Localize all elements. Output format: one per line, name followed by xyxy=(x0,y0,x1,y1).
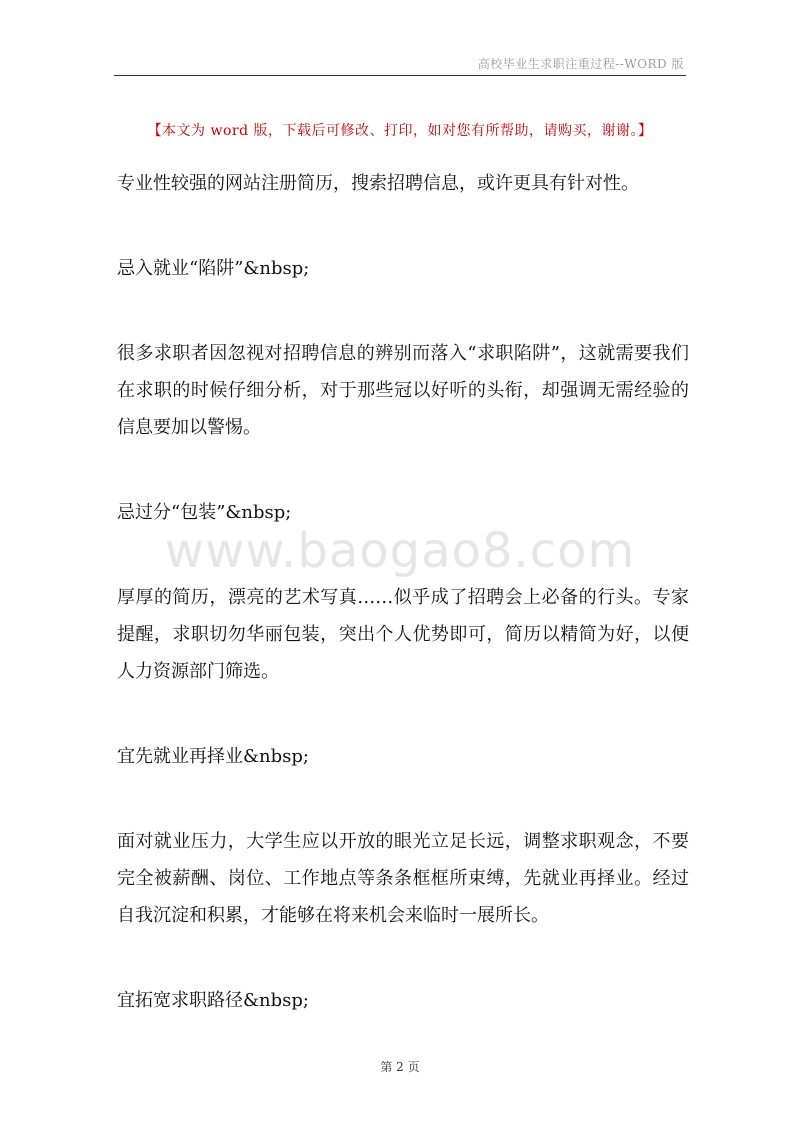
page-number: 第 2 页 xyxy=(380,1060,420,1074)
paragraph: 厚厚的简历，漂亮的艺术写真……似乎成了招聘会上必备的行头。专家提醒，求职切勿华丽包装，突出个人优势即可，简历以精简为好，以便人力资源部门筛选。 xyxy=(117,587,689,682)
section-heading: 宜拓宽求职路径&nbsp; xyxy=(117,990,309,1011)
page-header-title: 高校毕业生求职注重过程--WORD 版 xyxy=(477,57,684,71)
paragraph: 专业性较强的网站注册简历，搜索招聘信息，或许更具有针对性。 xyxy=(117,173,639,194)
download-notice: 【本文为 word 版，下载后可修改、打印，如对您有所帮助，请购买，谢谢。】 xyxy=(147,123,653,139)
section-heading: 忌入就业“陷阱”&nbsp; xyxy=(117,258,310,279)
paragraph: 很多求职者因忽视对招聘信息的辨别而落入“求职陷阱”，这就需要我们在求职的时候仔细分析，对于那些冠以好听的头衔，却强调无需经验的信息要加以警惕。 xyxy=(117,343,689,438)
paragraph: 面对就业压力，大学生应以开放的眼光立足长远，调整求职观念，不要完全被薪酬、岗位、工作地点等条条框框所束缚，先就业再择业。经过自我沉淀和积累，才能够在将来机会来临时一展所长。 xyxy=(117,831,689,926)
section-heading: 宜先就业再择业&nbsp; xyxy=(117,746,309,767)
document-body xyxy=(117,165,689,1067)
watermark: www.baogao8.com xyxy=(164,523,636,579)
section-heading: 忌过分“包装”&nbsp; xyxy=(117,502,292,523)
header-divider xyxy=(114,75,686,76)
